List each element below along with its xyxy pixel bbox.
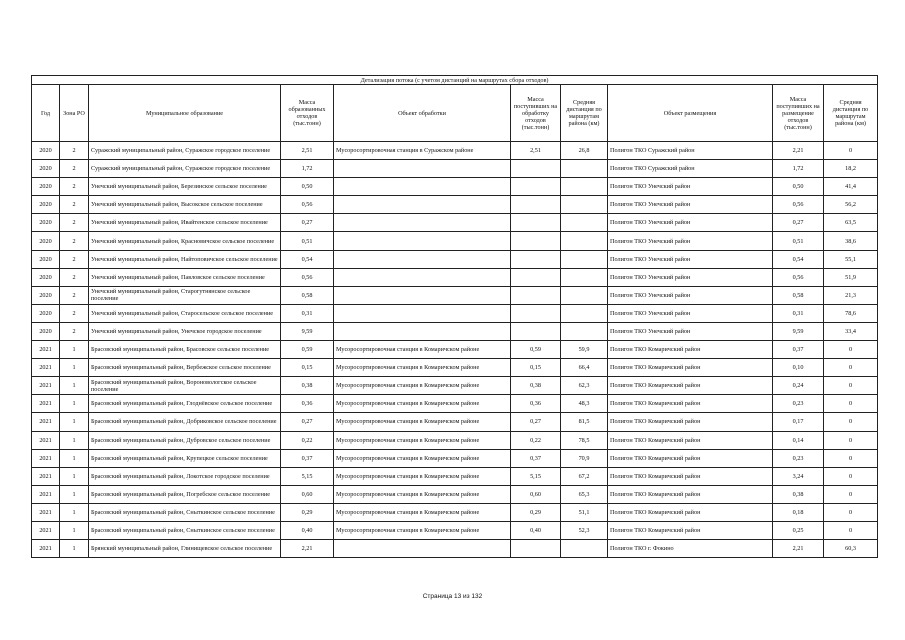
cell-avg-distance-processing (561, 322, 608, 340)
cell-avg-distance-placement: 63,5 (824, 214, 878, 232)
cell-mass-processing (511, 214, 561, 232)
cell-placement-object: Полигон ТКО Комаричский район (608, 503, 773, 521)
cell-mass-generated: 0,54 (281, 250, 334, 268)
cell-placement-object: Полигон ТКО Унечский район (608, 286, 773, 304)
header-placement-object: Объект размещения (608, 85, 773, 142)
cell-avg-distance-placement: 38,6 (824, 232, 878, 250)
cell-zone: 2 (60, 304, 89, 322)
cell-year: 2021 (32, 467, 60, 485)
cell-avg-distance-processing: 78,5 (561, 431, 608, 449)
cell-mass-processing: 5,15 (511, 467, 561, 485)
cell-mass-placement: 2,21 (773, 142, 824, 160)
cell-avg-distance-placement: 0 (824, 503, 878, 521)
cell-processing-object: Мусоросортировочная станция в Комаричском районе (334, 431, 511, 449)
cell-mass-generated: 0,15 (281, 359, 334, 377)
cell-mass-generated: 0,56 (281, 268, 334, 286)
table-row (32, 540, 878, 558)
cell-mass-placement: 0,10 (773, 359, 824, 377)
header-processing-object: Объект обработки (334, 85, 511, 142)
cell-zone: 1 (60, 449, 89, 467)
cell-zone: 1 (60, 540, 89, 558)
cell-year: 2021 (32, 359, 60, 377)
cell-zone: 2 (60, 178, 89, 196)
cell-municipality: Суражский муниципальный район, Суражское городское поселение (89, 142, 281, 160)
cell-municipality: Брасовский муниципальный район, Сныткинское сельское поселение (89, 521, 281, 539)
cell-avg-distance-processing (561, 268, 608, 286)
cell-zone: 2 (60, 286, 89, 304)
cell-mass-processing (511, 540, 561, 558)
cell-year: 2021 (32, 341, 60, 359)
cell-placement-object: Полигон ТКО Комаричский район (608, 341, 773, 359)
cell-mass-generated: 0,58 (281, 286, 334, 304)
table-row (32, 214, 878, 232)
cell-mass-processing (511, 196, 561, 214)
cell-processing-object: Мусоросортировочная станция в Комаричском районе (334, 521, 511, 539)
cell-avg-distance-processing: 67,2 (561, 467, 608, 485)
cell-zone: 2 (60, 214, 89, 232)
cell-year: 2020 (32, 322, 60, 340)
cell-year: 2021 (32, 413, 60, 431)
cell-mass-generated: 0,51 (281, 232, 334, 250)
cell-processing-object (334, 232, 511, 250)
cell-zone: 2 (60, 160, 89, 178)
cell-year: 2020 (32, 232, 60, 250)
cell-processing-object: Мусоросортировочная станция в Комаричском районе (334, 503, 511, 521)
cell-placement-object: Полигон ТКО Комаричский район (608, 467, 773, 485)
cell-mass-placement: 0,56 (773, 196, 824, 214)
cell-municipality: Унечский муниципальный район, Унечское городское поселение (89, 322, 281, 340)
cell-placement-object: Полигон ТКО г. Фокино (608, 540, 773, 558)
cell-avg-distance-processing (561, 196, 608, 214)
cell-avg-distance-processing (561, 214, 608, 232)
cell-municipality: Брянский муниципальный район, Глинищевское сельское поселение (89, 540, 281, 558)
cell-mass-placement: 9,59 (773, 322, 824, 340)
cell-mass-processing (511, 232, 561, 250)
table-row (32, 413, 878, 431)
table-row (32, 467, 878, 485)
table-row (32, 268, 878, 286)
cell-mass-placement: 0,18 (773, 503, 824, 521)
cell-mass-generated: 2,51 (281, 142, 334, 160)
cell-year: 2021 (32, 377, 60, 395)
cell-zone: 1 (60, 467, 89, 485)
cell-year: 2021 (32, 395, 60, 413)
table-row (32, 322, 878, 340)
cell-zone: 1 (60, 359, 89, 377)
cell-placement-object: Полигон ТКО Унечский район (608, 322, 773, 340)
cell-municipality: Брасовский муниципальный район, Глоднёвское сельское поселение (89, 395, 281, 413)
cell-mass-generated: 5,15 (281, 467, 334, 485)
cell-mass-placement: 0,24 (773, 377, 824, 395)
table-row (32, 196, 878, 214)
cell-municipality: Брасовский муниципальный район, Погребское сельское поселение (89, 485, 281, 503)
cell-mass-generated: 0,29 (281, 503, 334, 521)
cell-zone: 1 (60, 431, 89, 449)
cell-municipality: Унечский муниципальный район, Найтоповичское сельское поселение (89, 250, 281, 268)
cell-year: 2021 (32, 521, 60, 539)
cell-zone: 2 (60, 232, 89, 250)
cell-mass-processing (511, 178, 561, 196)
cell-year: 2021 (32, 540, 60, 558)
cell-processing-object (334, 268, 511, 286)
table-row (32, 341, 878, 359)
cell-mass-processing: 0,60 (511, 485, 561, 503)
cell-avg-distance-placement: 18,2 (824, 160, 878, 178)
cell-avg-distance-placement: 0 (824, 359, 878, 377)
cell-avg-distance-placement: 55,1 (824, 250, 878, 268)
cell-processing-object: Мусоросортировочная станция в Комаричском районе (334, 485, 511, 503)
cell-mass-generated: 0,27 (281, 413, 334, 431)
cell-avg-distance-processing (561, 540, 608, 558)
table-row (32, 232, 878, 250)
cell-placement-object: Полигон ТКО Унечский район (608, 304, 773, 322)
table-caption: Детализация потока (с учетом дистанций на маршрутах сбора отходов) (32, 76, 878, 85)
page-number: Страница 13 из 132 (422, 593, 483, 600)
cell-avg-distance-processing: 81,5 (561, 413, 608, 431)
cell-zone: 2 (60, 250, 89, 268)
cell-mass-processing: 0,29 (511, 503, 561, 521)
cell-mass-placement: 0,17 (773, 413, 824, 431)
table-row (32, 359, 878, 377)
cell-municipality: Брасовский муниципальный район, Дубровское сельское поселение (89, 431, 281, 449)
cell-avg-distance-placement: 0 (824, 467, 878, 485)
cell-year: 2020 (32, 160, 60, 178)
cell-municipality: Брасовский муниципальный район, Локотское городское поселение (89, 467, 281, 485)
header-municipality: Муниципальное образование (89, 85, 281, 142)
cell-mass-placement: 0,56 (773, 268, 824, 286)
cell-mass-processing (511, 286, 561, 304)
cell-zone: 2 (60, 196, 89, 214)
cell-year: 2020 (32, 214, 60, 232)
cell-processing-object (334, 250, 511, 268)
cell-mass-processing: 0,27 (511, 413, 561, 431)
cell-mass-processing: 0,37 (511, 449, 561, 467)
cell-municipality: Брасовский муниципальный район, Крупецкое сельское поселение (89, 449, 281, 467)
cell-mass-placement: 2,21 (773, 540, 824, 558)
cell-zone: 1 (60, 485, 89, 503)
cell-avg-distance-placement: 56,2 (824, 196, 878, 214)
cell-avg-distance-placement: 0 (824, 449, 878, 467)
cell-year: 2021 (32, 431, 60, 449)
cell-avg-distance-processing (561, 304, 608, 322)
cell-mass-processing: 0,59 (511, 341, 561, 359)
cell-municipality: Брасовский муниципальный район, Брасовское сельское поселение (89, 341, 281, 359)
cell-zone: 2 (60, 268, 89, 286)
cell-mass-generated: 0,22 (281, 431, 334, 449)
cell-avg-distance-processing: 62,3 (561, 377, 608, 395)
cell-placement-object: Полигон ТКО Комаричский район (608, 413, 773, 431)
cell-avg-distance-processing: 65,3 (561, 485, 608, 503)
cell-avg-distance-placement: 0 (824, 377, 878, 395)
table-row (32, 485, 878, 503)
table-row (32, 286, 878, 304)
cell-processing-object: Мусоросортировочная станция в Комаричском районе (334, 341, 511, 359)
cell-processing-object (334, 160, 511, 178)
header-year: Год (32, 85, 60, 142)
table-row (32, 449, 878, 467)
cell-processing-object: Мусоросортировочная станция в Суражском районе (334, 142, 511, 160)
cell-processing-object (334, 286, 511, 304)
cell-mass-placement: 0,23 (773, 449, 824, 467)
cell-mass-placement: 0,50 (773, 178, 824, 196)
cell-mass-generated: 0,38 (281, 377, 334, 395)
cell-mass-processing: 0,36 (511, 395, 561, 413)
cell-municipality: Брасовский муниципальный район, Вербежское сельское поселение (89, 359, 281, 377)
cell-placement-object: Полигон ТКО Унечский район (608, 178, 773, 196)
header-avg-distance-processing: Средняя дистанция по маршрутам района (км) (561, 85, 608, 142)
cell-zone: 1 (60, 503, 89, 521)
cell-avg-distance-processing: 52,3 (561, 521, 608, 539)
cell-placement-object: Полигон ТКО Комаричский район (608, 395, 773, 413)
table-row (32, 503, 878, 521)
cell-avg-distance-processing (561, 178, 608, 196)
cell-mass-processing: 0,15 (511, 359, 561, 377)
header-mass-processing: Масса поступивших на обработку отходов (тыс.тонн) (511, 85, 561, 142)
cell-municipality: Унечский муниципальный район, Старосельское сельское поселение (89, 304, 281, 322)
cell-year: 2020 (32, 178, 60, 196)
cell-mass-processing (511, 304, 561, 322)
cell-avg-distance-processing: 70,9 (561, 449, 608, 467)
cell-processing-object (334, 540, 511, 558)
cell-avg-distance-processing (561, 286, 608, 304)
cell-mass-generated: 0,50 (281, 178, 334, 196)
cell-placement-object: Полигон ТКО Комаричский район (608, 485, 773, 503)
cell-mass-generated: 0,56 (281, 196, 334, 214)
cell-mass-generated: 2,21 (281, 540, 334, 558)
cell-placement-object: Полигон ТКО Унечский район (608, 268, 773, 286)
table-row (32, 377, 878, 395)
cell-avg-distance-placement: 51,9 (824, 268, 878, 286)
cell-mass-generated: 0,59 (281, 341, 334, 359)
cell-municipality: Унечский муниципальный район, Высокское сельское поселение (89, 196, 281, 214)
cell-mass-processing (511, 250, 561, 268)
table-row (32, 250, 878, 268)
cell-avg-distance-placement: 21,3 (824, 286, 878, 304)
cell-mass-processing (511, 268, 561, 286)
cell-mass-placement: 3,24 (773, 467, 824, 485)
table-row (32, 395, 878, 413)
cell-zone: 1 (60, 395, 89, 413)
table-row (32, 142, 878, 160)
table-row (32, 160, 878, 178)
table-row (32, 431, 878, 449)
waste-flow-table (31, 75, 878, 558)
cell-municipality: Суражский муниципальный район, Суражское городское поселение (89, 160, 281, 178)
cell-processing-object: Мусоросортировочная станция в Комаричском районе (334, 467, 511, 485)
cell-municipality: Унечский муниципальный район, Павловское сельское поселение (89, 268, 281, 286)
cell-processing-object: Мусоросортировочная станция в Комаричском районе (334, 413, 511, 431)
cell-zone: 1 (60, 521, 89, 539)
cell-zone: 2 (60, 142, 89, 160)
cell-avg-distance-placement: 33,4 (824, 322, 878, 340)
cell-municipality: Брасовский муниципальный район, Добриковское сельское поселение (89, 413, 281, 431)
cell-year: 2021 (32, 449, 60, 467)
cell-municipality: Унечский муниципальный район, Березинское сельское поселение (89, 178, 281, 196)
cell-avg-distance-processing: 26,8 (561, 142, 608, 160)
cell-mass-placement: 0,14 (773, 431, 824, 449)
cell-placement-object: Полигон ТКО Суражский район (608, 160, 773, 178)
cell-placement-object: Полигон ТКО Комаричский район (608, 359, 773, 377)
header-avg-distance-placement: Средняя дистанция по маршрутам района (км) (824, 85, 878, 142)
cell-mass-processing: 2,51 (511, 142, 561, 160)
cell-zone: 1 (60, 341, 89, 359)
cell-year: 2021 (32, 503, 60, 521)
cell-mass-placement: 0,31 (773, 304, 824, 322)
cell-mass-generated: 0,37 (281, 449, 334, 467)
header-zone: Зона РО (60, 85, 89, 142)
header-mass-placement: Масса поступивших на размещение отходов (тыс.тонн) (773, 85, 824, 142)
cell-mass-placement: 0,51 (773, 232, 824, 250)
header-mass-generated: Масса образованных отходов (тыс.тонн) (281, 85, 334, 142)
cell-mass-placement: 0,27 (773, 214, 824, 232)
cell-processing-object (334, 304, 511, 322)
cell-municipality: Брасовский муниципальный район, Сныткинское сельское поселение (89, 503, 281, 521)
cell-placement-object: Полигон ТКО Унечский район (608, 196, 773, 214)
table-row (32, 521, 878, 539)
table-row (32, 304, 878, 322)
cell-avg-distance-placement: 0 (824, 431, 878, 449)
cell-avg-distance-placement: 0 (824, 142, 878, 160)
cell-avg-distance-placement: 41,4 (824, 178, 878, 196)
cell-avg-distance-placement: 0 (824, 395, 878, 413)
table-row (32, 178, 878, 196)
cell-mass-placement: 0,58 (773, 286, 824, 304)
cell-processing-object (334, 178, 511, 196)
cell-mass-placement: 0,54 (773, 250, 824, 268)
cell-avg-distance-processing: 48,3 (561, 395, 608, 413)
cell-processing-object (334, 322, 511, 340)
cell-zone: 1 (60, 377, 89, 395)
cell-year: 2020 (32, 268, 60, 286)
cell-mass-generated: 0,40 (281, 521, 334, 539)
cell-processing-object: Мусоросортировочная станция в Комаричском районе (334, 449, 511, 467)
cell-placement-object: Полигон ТКО Унечский район (608, 250, 773, 268)
cell-mass-placement: 1,72 (773, 160, 824, 178)
cell-mass-placement: 0,25 (773, 521, 824, 539)
cell-placement-object: Полигон ТКО Унечский район (608, 214, 773, 232)
cell-avg-distance-placement: 0 (824, 413, 878, 431)
cell-avg-distance-processing: 59,9 (561, 341, 608, 359)
cell-processing-object: Мусоросортировочная станция в Комаричском районе (334, 359, 511, 377)
cell-mass-generated: 0,60 (281, 485, 334, 503)
cell-mass-generated: 0,36 (281, 395, 334, 413)
cell-placement-object: Полигон ТКО Комаричский район (608, 521, 773, 539)
cell-placement-object: Полигон ТКО Унечский район (608, 232, 773, 250)
table-body (32, 142, 878, 558)
cell-avg-distance-processing (561, 160, 608, 178)
cell-avg-distance-processing: 66,4 (561, 359, 608, 377)
cell-avg-distance-placement: 60,3 (824, 540, 878, 558)
cell-year: 2021 (32, 485, 60, 503)
cell-avg-distance-placement: 0 (824, 485, 878, 503)
cell-year: 2020 (32, 250, 60, 268)
cell-placement-object: Полигон ТКО Комаричский район (608, 377, 773, 395)
cell-mass-processing (511, 160, 561, 178)
cell-zone: 1 (60, 413, 89, 431)
cell-processing-object: Мусоросортировочная станция в Комаричском районе (334, 395, 511, 413)
cell-placement-object: Полигон ТКО Комаричский район (608, 431, 773, 449)
cell-avg-distance-placement: 0 (824, 521, 878, 539)
cell-zone: 2 (60, 322, 89, 340)
cell-mass-placement: 0,37 (773, 341, 824, 359)
cell-avg-distance-placement: 0 (824, 341, 878, 359)
cell-mass-placement: 0,23 (773, 395, 824, 413)
cell-processing-object (334, 214, 511, 232)
cell-municipality: Унечский муниципальный район, Ивайтенское сельское поселение (89, 214, 281, 232)
cell-placement-object: Полигон ТКО Суражский район (608, 142, 773, 160)
cell-year: 2020 (32, 196, 60, 214)
cell-avg-distance-processing (561, 232, 608, 250)
cell-year: 2020 (32, 286, 60, 304)
cell-mass-generated: 1,72 (281, 160, 334, 178)
cell-mass-generated: 0,31 (281, 304, 334, 322)
cell-municipality: Унечский муниципальный район, Красновичское сельское поселение (89, 232, 281, 250)
cell-mass-processing: 0,40 (511, 521, 561, 539)
cell-mass-placement: 0,38 (773, 485, 824, 503)
cell-placement-object: Полигон ТКО Комаричский район (608, 449, 773, 467)
cell-processing-object: Мусоросортировочная станция в Комаричском районе (334, 377, 511, 395)
cell-avg-distance-placement: 78,6 (824, 304, 878, 322)
cell-avg-distance-processing: 51,1 (561, 503, 608, 521)
cell-year: 2020 (32, 142, 60, 160)
cell-mass-generated: 9,59 (281, 322, 334, 340)
cell-processing-object (334, 196, 511, 214)
cell-mass-generated: 0,27 (281, 214, 334, 232)
cell-municipality: Унечский муниципальный район, Старогутнянское сельское поселение (89, 286, 281, 304)
cell-municipality: Брасовский муниципальный район, Вороновологское сельское поселение (89, 377, 281, 395)
cell-avg-distance-processing (561, 250, 608, 268)
cell-mass-processing (511, 322, 561, 340)
cell-year: 2020 (32, 304, 60, 322)
cell-mass-processing: 0,22 (511, 431, 561, 449)
cell-mass-processing: 0,38 (511, 377, 561, 395)
